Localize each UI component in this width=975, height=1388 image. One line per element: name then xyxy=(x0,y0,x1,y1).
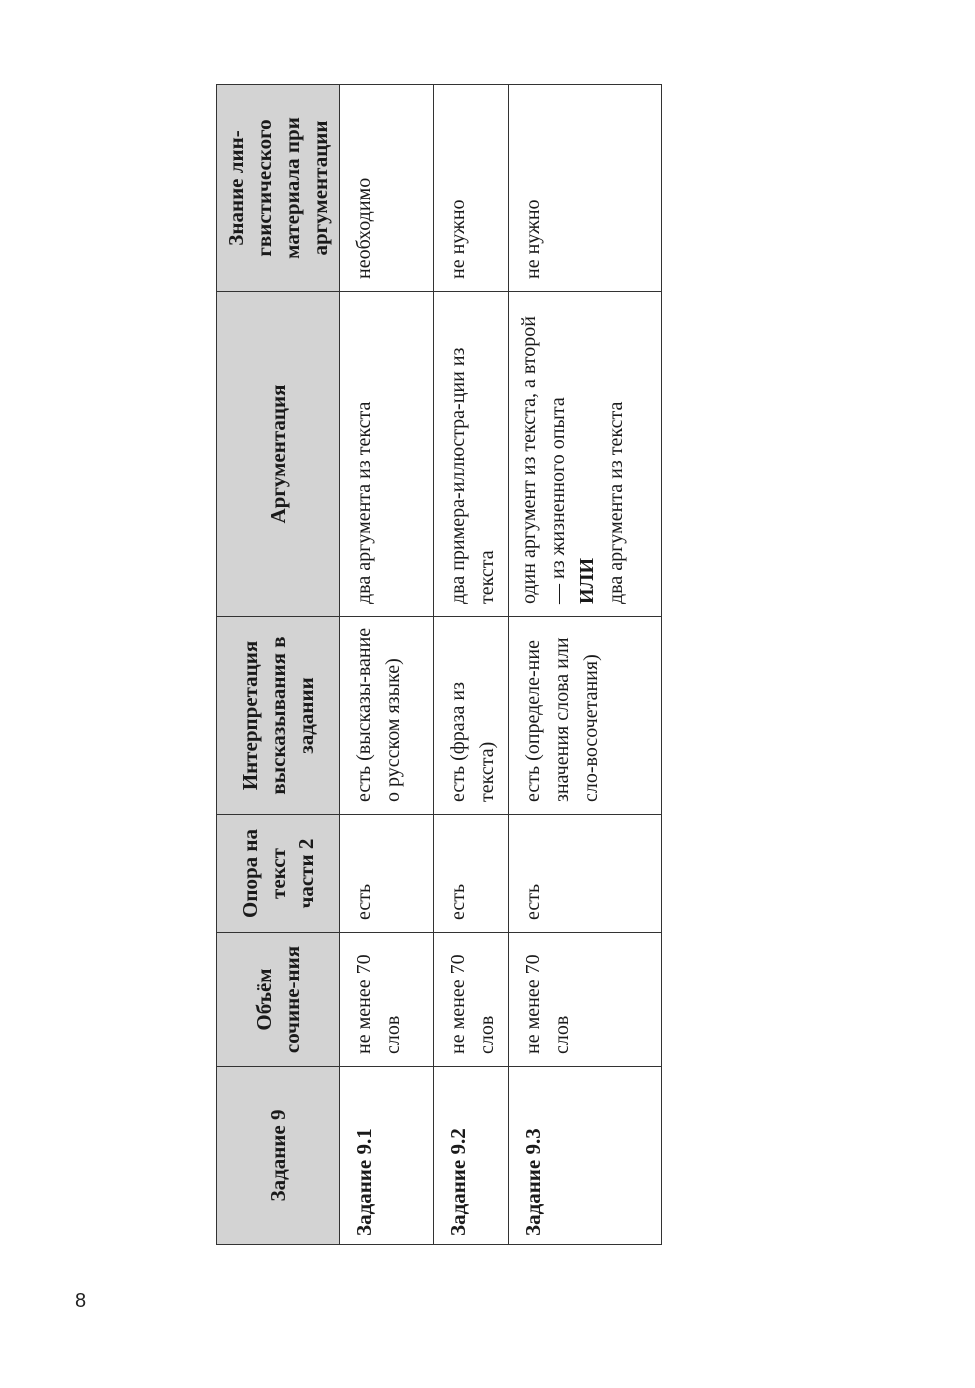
row-argumentation xyxy=(340,292,434,617)
row-interpretation: есть (высказы-вание о русском языке) xyxy=(340,617,434,815)
header-support: Опора на текст части 2 xyxy=(217,815,340,933)
row-linguistic: не нужно xyxy=(434,85,509,292)
table-row xyxy=(509,85,662,1245)
row-linguistic: не нужно xyxy=(509,85,662,292)
argumentation-text: один аргумент из текста, а второй — из жизненного опыта xyxy=(518,316,569,604)
argumentation-text: два примера-иллюстра-ции из текста xyxy=(447,347,498,604)
requirements-table xyxy=(216,84,662,1245)
argumentation-text: два аргумента из текста xyxy=(353,401,375,604)
argumentation-or: ИЛИ xyxy=(576,557,598,604)
row-support: есть xyxy=(434,815,509,933)
table-row xyxy=(434,85,509,1245)
row-volume: не менее 70 слов xyxy=(509,933,662,1067)
header-interpretation: Интерпретация высказывания в задании xyxy=(217,617,340,815)
row-task: Задание 9.1 xyxy=(340,1067,434,1245)
row-interpretation: есть (фраза из текста) xyxy=(434,617,509,815)
row-argumentation xyxy=(509,292,662,617)
header-volume: Объём сочине-ния xyxy=(217,933,340,1067)
page-number: 8 xyxy=(75,1290,87,1312)
row-volume: не менее 70 слов xyxy=(340,933,434,1067)
row-linguistic: необходимо xyxy=(340,85,434,292)
row-task: Задание 9.2 xyxy=(434,1067,509,1245)
argumentation-alt: два аргумента из текста xyxy=(605,401,627,604)
table-row xyxy=(340,85,434,1245)
rotated-table-container xyxy=(216,85,651,1245)
row-volume: не менее 70 слов xyxy=(434,933,509,1067)
row-support: есть xyxy=(340,815,434,933)
header-argumentation: Аргументация xyxy=(217,292,340,617)
row-argumentation xyxy=(434,292,509,617)
header-linguistic: Знание лин-гвистического материала при аргументации xyxy=(217,85,340,292)
row-support: есть xyxy=(509,815,662,933)
row-interpretation: есть (определе-ние значения слова или сло-восочетания) xyxy=(509,617,662,815)
row-task: Задание 9.3 xyxy=(509,1067,662,1245)
header-task: Задание 9 xyxy=(217,1067,340,1245)
table-header-row xyxy=(217,85,340,1245)
